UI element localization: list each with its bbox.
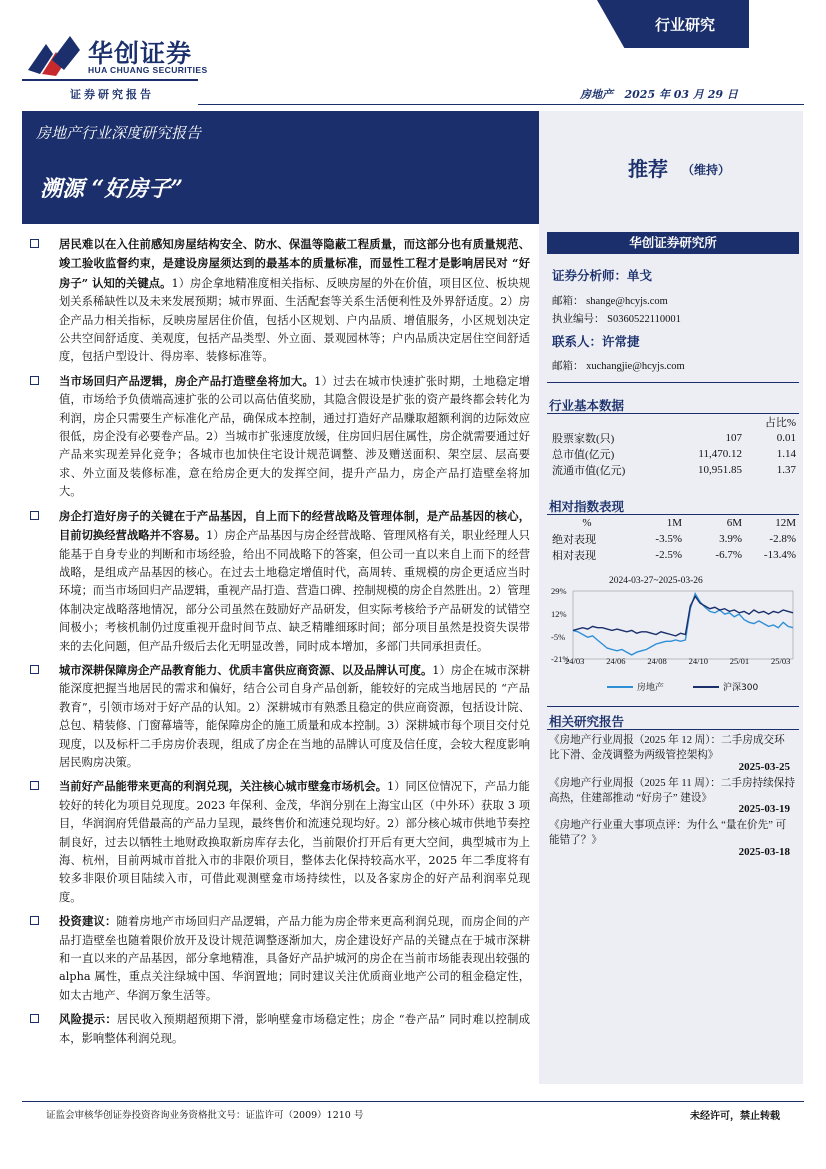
x-tick-label: 24/03 <box>565 656 585 666</box>
series-line-1 <box>573 596 793 636</box>
sector-date <box>580 86 738 102</box>
footer-license: 证监会审核华创证券投资咨询业务资格批文号：证监许可（2009）1210 号 <box>46 1110 364 1121</box>
row-label: 股票家数(只) <box>552 433 615 445</box>
company-name-cn: 华创证券 <box>88 39 193 68</box>
row-value: 11,470.12 <box>698 448 742 460</box>
body-paragraph <box>30 1010 530 1048</box>
table-row <box>552 446 802 462</box>
paragraph-lead: 居民难以在入住前感知房屋结构安全、防水、保温等隐蔽工程质量，而这部分也有质量规范、竣工验收监督约束，是建设房屋须达到的最基本的质量标准，而显性工程才是影响居民对 “好房子” 认知的关键点。 <box>59 237 530 290</box>
checkbox-bullet-icon <box>30 376 39 385</box>
checkbox-bullet-icon <box>30 781 39 790</box>
industry-data-table <box>552 414 802 478</box>
perf-header: % <box>582 516 592 529</box>
paragraph-lead: 城市深耕保障房企产品教育能力、优质丰富供应商资源、以及品牌认可度。 <box>59 662 433 677</box>
perf-12m: -13.4% <box>763 548 796 561</box>
header-rule <box>22 79 198 81</box>
perf-1m: -2.5% <box>655 548 682 561</box>
table-row <box>552 531 802 547</box>
perf-12m: -2.8% <box>769 532 796 545</box>
row-pct: 0.01 <box>776 432 796 444</box>
category-badge-text: 行业研究 <box>654 16 715 34</box>
body-paragraph <box>30 235 530 367</box>
paragraph-lead: 当前好产品能带来更高的利润兑现，关注核心城市壁龛市场机会。 <box>59 779 388 794</box>
analyst-email[interactable]: 邮箱： shange@hcyjs.com <box>552 296 668 307</box>
sidebar-rule <box>547 729 799 730</box>
related-reports-title: 相关研究报告 <box>549 714 625 729</box>
chart-frame <box>573 591 793 659</box>
report-date: 2025 年 03 月 29 日 <box>624 88 738 101</box>
perf-1m: -3.5% <box>655 532 682 545</box>
perf-title: 相对指数表现 <box>549 499 625 514</box>
table-row <box>552 462 802 478</box>
y-tick-label: -5% <box>551 632 566 643</box>
paragraph-text: 1）房企拿地精准度相关指标、反映房屋的外在价值，项目区位、板块规划关系稀缺性以及未来发展预期；城市界面、生活配套等关系生活便利性及外界舒适度。2）房企产品力相关指标，反映房屋居住价值，包括小区规划、户内品质、增值服务，小区规划决定公共空间舒适度、美观度，包括产品类型、外立面、景观园林等；户内品质决定居住空间舒适度，包括户型设计、得房率、装修标准等。 <box>59 276 530 364</box>
analyst-license: 执业编号： S0360522110001 <box>552 314 681 325</box>
checkbox-bullet-icon <box>30 1014 39 1023</box>
company-name-en: HUA CHUANG SECURITIES <box>88 65 208 75</box>
related-report-link[interactable]: 《房地产行业周报（2025 年 11 周）：二手房持续保持高热，住建部推动 “好房子” 建设》 <box>549 778 795 804</box>
report-subtitle: 房地产行业深度研究报告 <box>36 124 202 142</box>
checkbox-bullet-icon <box>30 511 39 520</box>
related-report-date: 2025-03-18 <box>738 846 790 858</box>
checkbox-bullet-icon <box>30 239 39 248</box>
relative-performance-chart <box>549 573 801 697</box>
paragraph-lead: 房企打造好房子的关键在于产品基因，自上而下的经营战略及管理体制，是产品基因的核心，目前切换经营战略并不容易。 <box>59 508 530 543</box>
sector-label: 房地产 <box>580 88 613 101</box>
rating-note: （维持） <box>682 163 731 177</box>
x-tick-label: 24/10 <box>688 656 708 666</box>
perf-6m: -6.7% <box>715 548 742 561</box>
paragraph-text: 1）房企产品基因与房企经营战略、管理风格有关，职业经理人只能基于自身专业的判断和市场经验，给出不同战略下的答案，但公司一直以来自上而下的经营战略，是组成产品基因的核心。在过去土地稳定增值时代，高周转、重规模的房企更适应当时环境；而当市场回归产品逻辑，重视产品打造、营造口碑、控制规模的房企自然胜出。2）管理体制决定战略落地情况，部分公司虽然在鼓励好产品研发，但实际考核给予产品研发的试错空间极小；考核机制仍过度重视开盘时间节点、缺乏精雕细琢时间；部分项目虽然是投资失误带来的去化问题，但产品升级后去化无明显改善，同时成本增加，多部门共同承担责任。 <box>59 529 530 653</box>
row-pct: 1.14 <box>776 448 796 460</box>
checkbox-bullet-icon <box>30 916 39 925</box>
row-pct: 1.37 <box>776 464 796 476</box>
paragraph-text: 1）房企在城市深耕能深度把握当地居民的需求和偏好，结合公司自身产品创新，能较好的完成当地居民的 “产品教育”，引领市场对于好产品的认知。2）深耕城市有熟悉且稳定的供应商资源，包括设计院、总包、精装修、门窗幕墙等，能保障房企的施工质量和成本控制。3）深耕城市每个项目交付兑现度，以及标杆二手房房价表现，组成了房企在当地的品牌认可度及信任度，会较大程度影响居民购房决策。 <box>59 663 530 769</box>
related-report-date: 2025-03-25 <box>738 761 790 773</box>
paragraph-lead: 投资建议： <box>59 914 117 929</box>
series-line-0 <box>573 594 793 655</box>
footer-rule <box>22 1101 804 1102</box>
related-report-link[interactable]: 《房地产行业重大事项点评：为什么 “量在价先” 可能错了？》 <box>549 820 787 846</box>
analyst-label: 证券分析师：单戈 <box>552 268 653 283</box>
contact-email[interactable]: 邮箱： xuchangjie@hcyjs.com <box>552 361 685 372</box>
header-rule-right <box>198 104 804 105</box>
contact-label: 联系人：许常捷 <box>552 334 640 349</box>
report-type-label: 证券研究报告 <box>70 88 154 101</box>
legend-label: 沪深300 <box>723 683 759 693</box>
paragraph-text: 1）同区位情况下，产品力能较好的转化为项目兑现度。2023 年保利、金茂，华润分别在上海宝山区（中外环）获取 3 项目，华润润府凭借最高的产品力呈现，最终售价和流速兑现均好。2）部分核心城市供地节奏控制良好，过去以牺牲土地财政换取新房库存去化，当前限价打开后有更大空间，典型城市为上海、杭州，目前两城市首批入市的非限价项目，整体去化保持较高水平，2025 年二季度将有较多非限价项目陆续入市，可借此观测壁龛市场持续性，以及各家房企的好产品利润率兑现度。 <box>59 780 530 904</box>
paragraph-text: 居民收入预期超预期下滑，影响壁龛市场稳定性；房企 “卷产品” 同时难以控制成本，影响整体利润兑现。 <box>59 1013 530 1045</box>
legend-label: 房地产 <box>637 683 665 693</box>
paragraph-lead: 风险提示： <box>59 1012 117 1027</box>
table-row <box>552 547 802 563</box>
x-tick-label: 25/03 <box>771 656 791 666</box>
related-report-date: 2025-03-19 <box>738 803 790 815</box>
footer-copyright: 未经许可，禁止转载 <box>690 1111 780 1122</box>
industry-data-title: 行业基本数据 <box>549 398 625 413</box>
x-tick-label: 24/08 <box>647 656 667 666</box>
perf-label: 绝对表现 <box>552 533 596 546</box>
chart-title: 2024-03-27~2025-03-26 <box>609 576 703 586</box>
body-paragraph <box>30 507 530 656</box>
body-paragraph <box>30 372 530 502</box>
checkbox-bullet-icon <box>30 665 39 674</box>
perf-header: 12M <box>775 516 796 529</box>
y-tick-label: -21% <box>551 654 570 664</box>
paragraph-text: 1）过去在城市快速扩张时期，土地稳定增值，市场给予负债端高速扩张的公司以高估值奖励，其隐含假设是扩张的资产最终都会转化为利润，房企只需要生产标准化产品，确保成本控制，通过打造好产品赚取超额利润的边际效应很低，房企没有必要卷产品。2）当城市扩张速度放缓，住房回归居住属性，房企就需要通过好产品来实现差异化竞争；各城市也加快住宅设计规范调整、涉及赠送面积、架空层、层高要求、外立面及装修标准，意在给房企更大的发挥空间，提升产品力，房企产品打造壁垒将加大。 <box>59 374 530 499</box>
perf-6m: 3.9% <box>719 532 742 545</box>
perf-table <box>552 515 802 563</box>
perf-label: 相对表现 <box>552 549 596 562</box>
rating-panel <box>539 111 803 224</box>
row-label: 流通市值(亿元) <box>552 465 626 477</box>
institute-bar: 华创证券研究所 <box>547 232 799 254</box>
paragraph-text: 随着房地产市场回归产品逻辑，产品力能为房企带来更高利润兑现，而房企间的产品打造壁垒也随着限价放开及设计规范调整逐渐加大，房企建设好产品的关键点在于城市深耕和一直以来的产品基因，部分拿地精准，具备好产品护城河的房企在当前市场能表现出较强的 alpha 属性，重点关注绿城中国、华润置地；同时建议关注优质商业地产公司的租金稳定性，如太古地产、华润万象生活等。 <box>59 915 530 1002</box>
x-tick-label: 25/01 <box>729 656 750 666</box>
rating-value: 推荐 <box>628 157 668 181</box>
report-body <box>30 235 530 1053</box>
report-title: 溯源 “好房子” <box>40 176 183 202</box>
related-report-link[interactable]: 《房地产行业周报（2025 年 12 周）：二手房成交环比下滑、金茂调整为两级管控架构》 <box>549 735 785 761</box>
pct-header: 占比% <box>764 417 796 429</box>
y-tick-label: 29% <box>551 586 567 596</box>
body-paragraph <box>30 661 530 772</box>
y-tick-label: 12% <box>551 609 567 620</box>
paragraph-lead: 当市场回归产品逻辑，房企产品打造壁垒将加大。 <box>59 373 315 388</box>
sidebar-rule <box>547 706 799 707</box>
company-logo-icon <box>26 30 82 80</box>
row-value: 107 <box>725 432 742 444</box>
row-label: 总市值(亿元) <box>552 449 615 461</box>
table-row <box>552 414 802 430</box>
x-tick-label: 24/06 <box>606 656 626 666</box>
sidebar-rule <box>547 382 799 383</box>
table-row <box>552 515 802 531</box>
perf-header: 6M <box>726 516 742 529</box>
perf-header: 1M <box>666 516 682 529</box>
table-row <box>552 430 802 446</box>
body-paragraph <box>30 777 530 907</box>
body-paragraph <box>30 912 530 1005</box>
row-value: 10,951.85 <box>698 464 742 476</box>
